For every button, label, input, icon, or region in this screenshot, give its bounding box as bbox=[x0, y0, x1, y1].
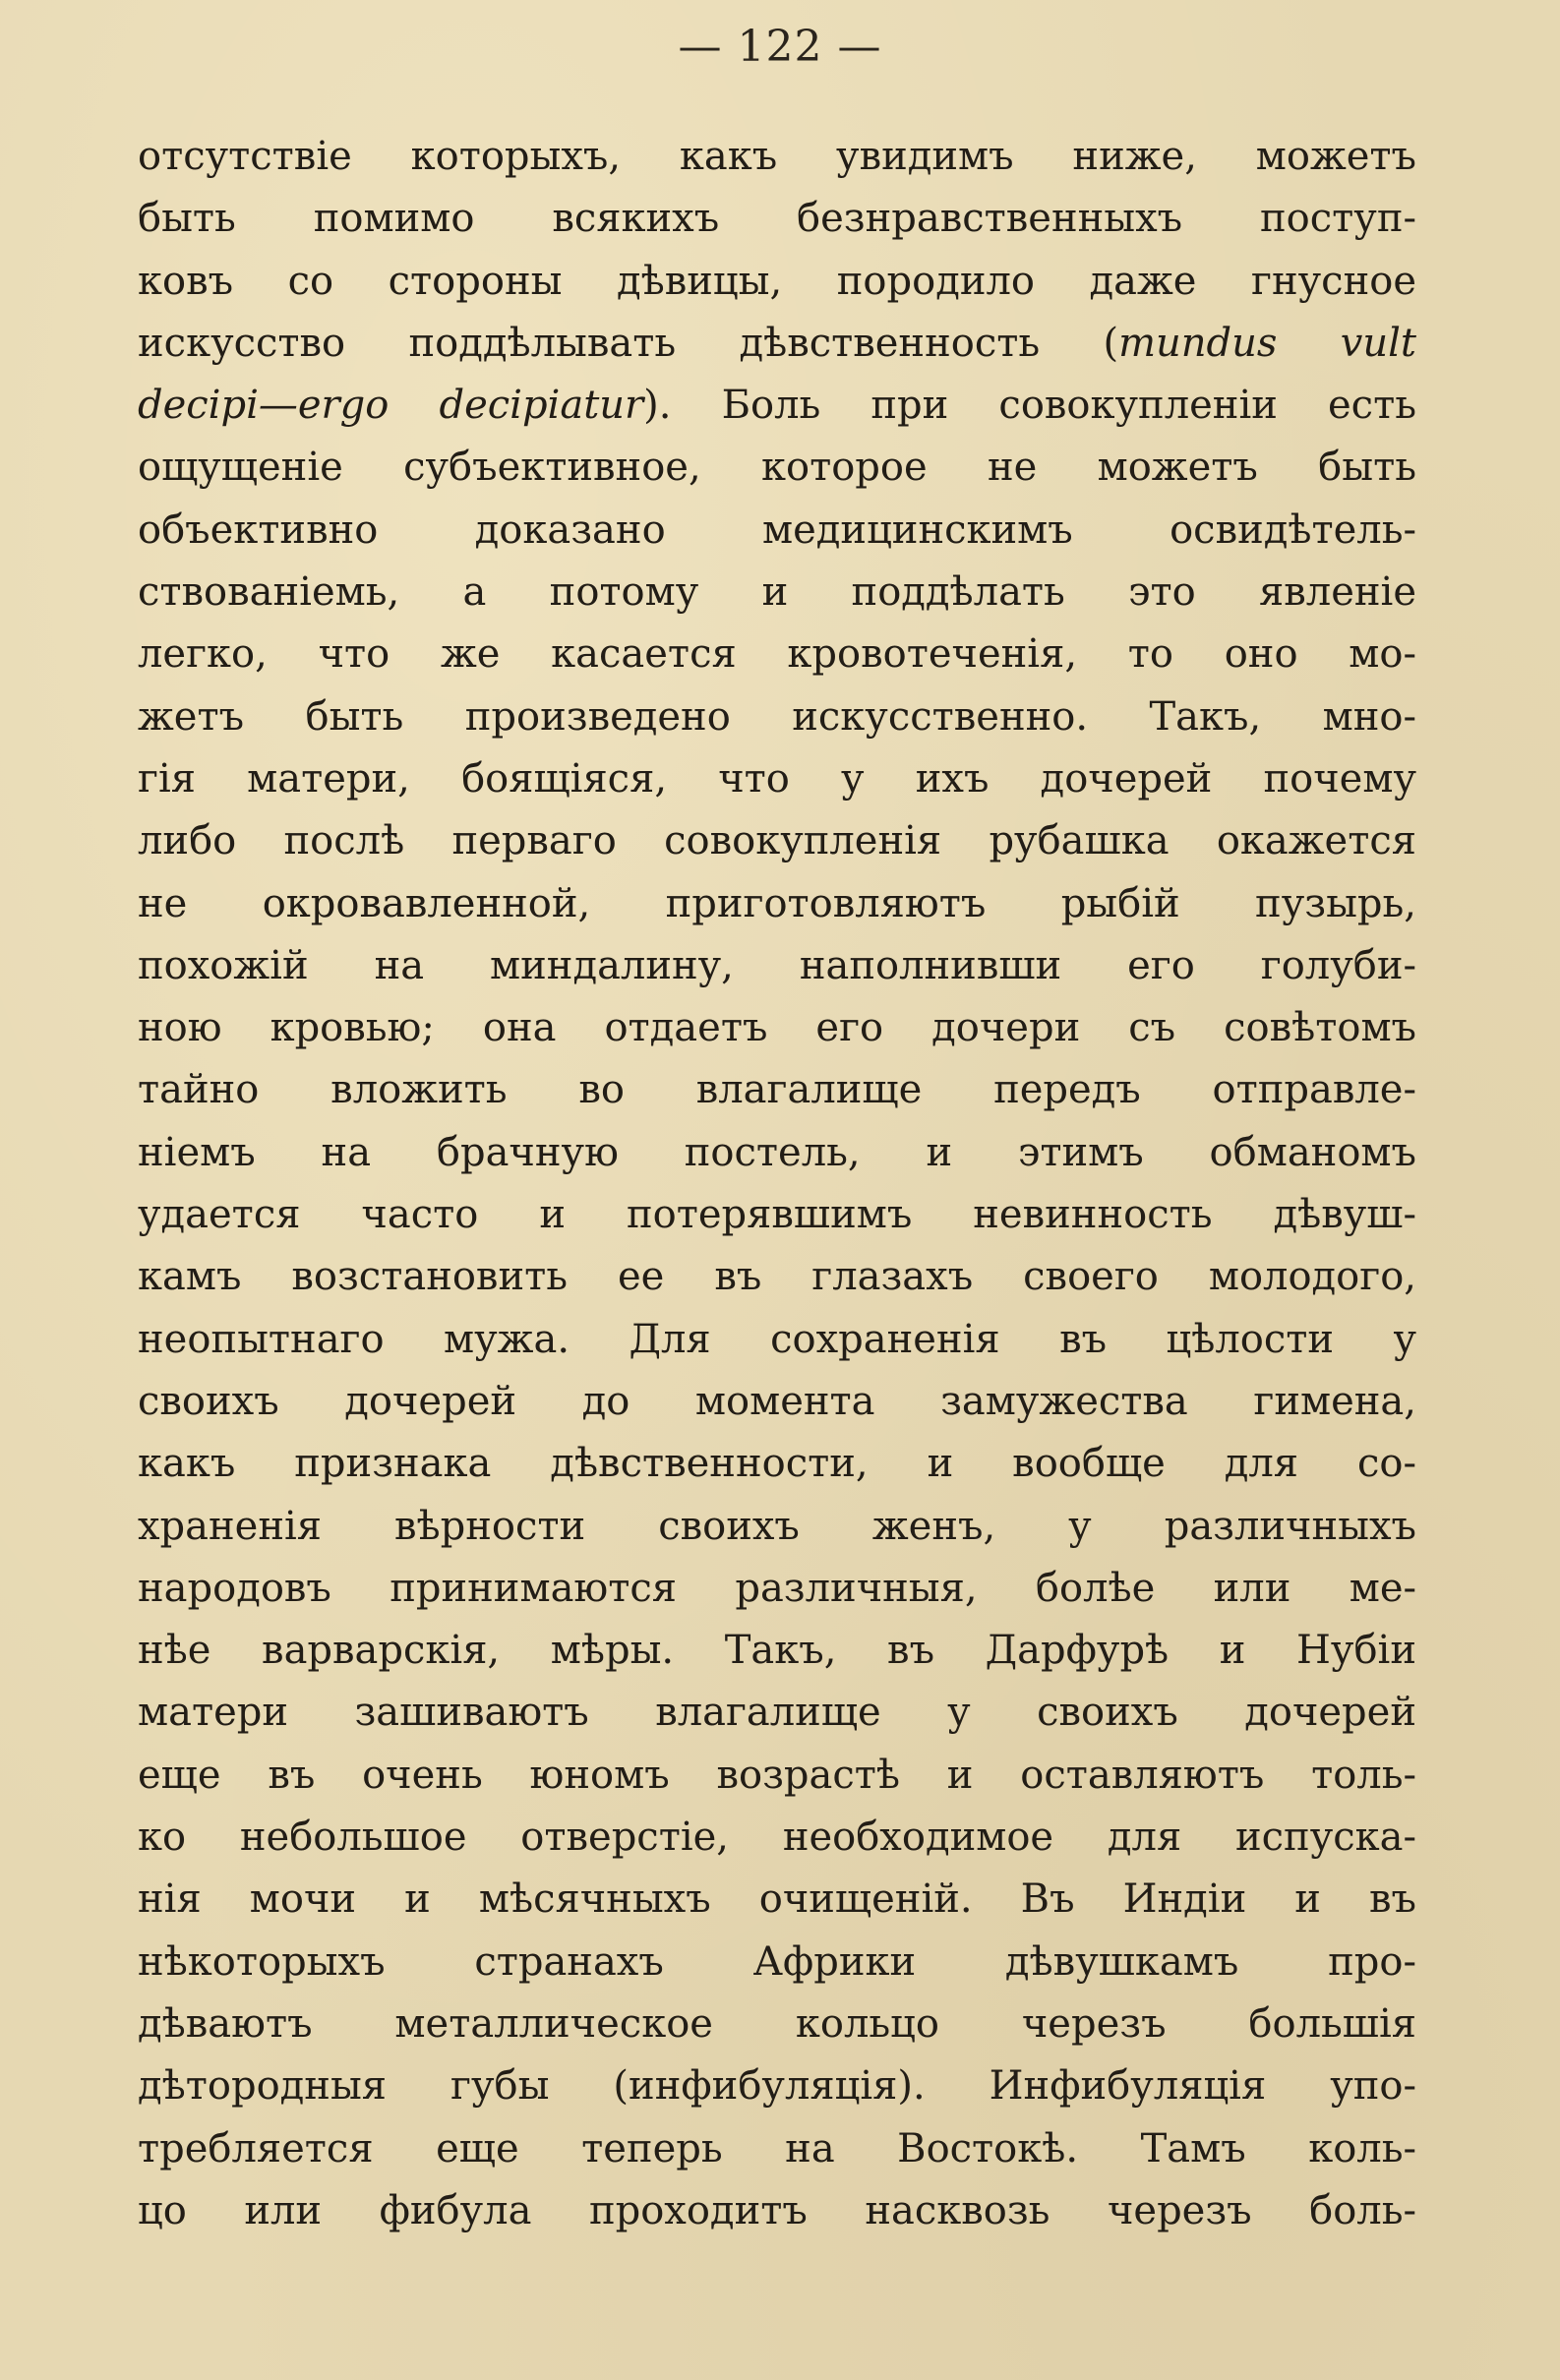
text-segment: тайно вложить во влагалище передъ отправле- bbox=[138, 1067, 1416, 1113]
text-segment: нія мочи и мѣсячныхъ очищеній. Въ Индіи и въ bbox=[138, 1876, 1416, 1923]
text-segment: ко небольшое отверстіе, необходимое для испуска- bbox=[138, 1815, 1416, 1861]
text-segment: цо или фибула проходитъ насквозь черезъ боль- bbox=[138, 2187, 1416, 2233]
text-line bbox=[138, 2118, 1416, 2180]
text-line bbox=[138, 1558, 1416, 1620]
body-text bbox=[138, 126, 1416, 2242]
text-line bbox=[138, 1932, 1416, 1993]
text-segment: жетъ быть произведено искусственно. Такъ, мно- bbox=[138, 693, 1416, 740]
text-segment: удается часто и потерявшимъ невинность дѣвуш- bbox=[138, 1192, 1416, 1238]
text-line bbox=[138, 437, 1416, 499]
text-line bbox=[138, 1745, 1416, 1807]
text-segment: искусство поддѣлывать дѣвственность ( bbox=[138, 320, 1119, 366]
italic-text: mundus vult bbox=[1118, 320, 1416, 366]
text-segment: нѣе варварскія, мѣры. Такъ, въ Дарфурѣ и Нубіи bbox=[138, 1628, 1416, 1674]
text-segment: своихъ дочерей до моментa замужества гимена, bbox=[138, 1378, 1416, 1424]
text-segment: дѣваютъ металлическое кольцо черезъ большія bbox=[138, 2000, 1416, 2047]
text-segment: какъ признака дѣвственности, и вообще для со- bbox=[138, 1441, 1416, 1487]
text-segment: ковъ со стороны дѣвицы, породило даже гнусное bbox=[138, 258, 1416, 304]
text-segment: похожій на миндалину, наполнивши его голуби- bbox=[138, 942, 1416, 988]
text-line bbox=[138, 1993, 1416, 2055]
text-line bbox=[138, 1371, 1416, 1433]
text-line bbox=[138, 873, 1416, 935]
text-segment: легко, что же касается кровотеченія, то оно мо- bbox=[138, 631, 1416, 678]
text-segment: еще въ очень юномъ возрастѣ и оставляютъ толь- bbox=[138, 1752, 1416, 1798]
text-line bbox=[138, 188, 1416, 250]
text-line bbox=[138, 126, 1416, 188]
text-segment: гія матери, боящіяся, что у ихъ дочерей почему bbox=[138, 755, 1416, 802]
text-segment: ствованіемь, а потому и поддѣлать это явленіе bbox=[138, 569, 1416, 616]
text-line bbox=[138, 997, 1416, 1059]
text-line bbox=[138, 748, 1416, 810]
page-number: — 122 — bbox=[678, 22, 882, 72]
text-segment: дѣтородныя губы (инфибуляція). Инфибуляція упо- bbox=[138, 2063, 1416, 2110]
text-segment: матери зашиваютъ влагалище у своихъ дочерей bbox=[138, 1690, 1416, 1736]
text-line bbox=[138, 1682, 1416, 1744]
text-segment: ощущеніе субъективное, которое не можетъ быть bbox=[138, 445, 1416, 491]
text-segment: камъ возстановить ее въ глазахъ своего молодого, bbox=[138, 1254, 1416, 1300]
text-line bbox=[138, 375, 1416, 437]
text-line bbox=[138, 1433, 1416, 1495]
text-line bbox=[138, 1122, 1416, 1184]
text-line bbox=[138, 1184, 1416, 1246]
text-segment: не окровавленной, приготовляютъ рыбій пузырь, bbox=[138, 880, 1416, 926]
text-segment: требляется еще теперь на Востокѣ. Тамъ коль- bbox=[138, 2125, 1416, 2172]
text-segment: ніемъ на брачную постель, и этимъ обманомъ bbox=[138, 1129, 1416, 1175]
text-segment: нѣкоторыхъ странахъ Африки дѣвушкамъ про- bbox=[138, 1938, 1416, 1985]
text-line bbox=[138, 1620, 1416, 1682]
text-line bbox=[138, 500, 1416, 562]
text-line bbox=[138, 2180, 1416, 2242]
text-line bbox=[138, 1059, 1416, 1121]
text-line bbox=[138, 1246, 1416, 1308]
text-line bbox=[138, 1496, 1416, 1558]
text-segment: быть помимо всякихъ безнравственныхъ поступ- bbox=[138, 196, 1416, 242]
text-line bbox=[138, 624, 1416, 685]
text-segment: отсутствіе которыхъ, какъ увидимъ ниже, можетъ bbox=[138, 134, 1416, 179]
text-line bbox=[138, 2055, 1416, 2117]
text-line bbox=[138, 313, 1416, 375]
text-line bbox=[138, 1807, 1416, 1869]
text-line bbox=[138, 1869, 1416, 1931]
text-segment: объективно доказано медицинскимъ освидѣтель- bbox=[138, 506, 1416, 553]
text-segment: ). Боль при совокупленіи есть bbox=[643, 383, 1416, 429]
italic-text: decipi—ergo decipiatur bbox=[138, 383, 644, 429]
text-line bbox=[138, 935, 1416, 997]
text-segment: неопытнаго мужа. Для сохраненія въ цѣлости у bbox=[138, 1316, 1416, 1362]
text-line bbox=[138, 562, 1416, 624]
text-segment: ною кровью; она отдаетъ его дочери съ совѣтомъ bbox=[138, 1005, 1416, 1051]
text-line bbox=[138, 251, 1416, 313]
text-segment: народовъ принимаются различныя, болѣе или ме- bbox=[138, 1565, 1416, 1611]
text-segment: храненія вѣрности своихъ женъ, у различныхъ bbox=[138, 1503, 1416, 1549]
text-line bbox=[138, 686, 1416, 748]
text-line bbox=[138, 810, 1416, 872]
text-line bbox=[138, 1309, 1416, 1371]
text-segment: либо послѣ перваго совокупленія рубашка окажется bbox=[138, 818, 1416, 864]
